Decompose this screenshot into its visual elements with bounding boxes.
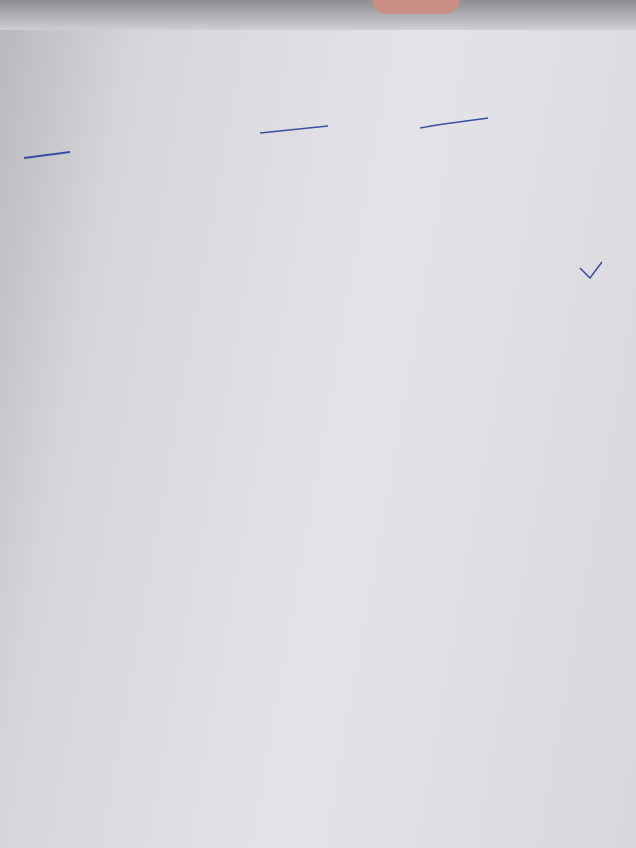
statement-list-top bbox=[68, 6, 607, 30]
statement-list-bullets bbox=[65, 325, 605, 337]
